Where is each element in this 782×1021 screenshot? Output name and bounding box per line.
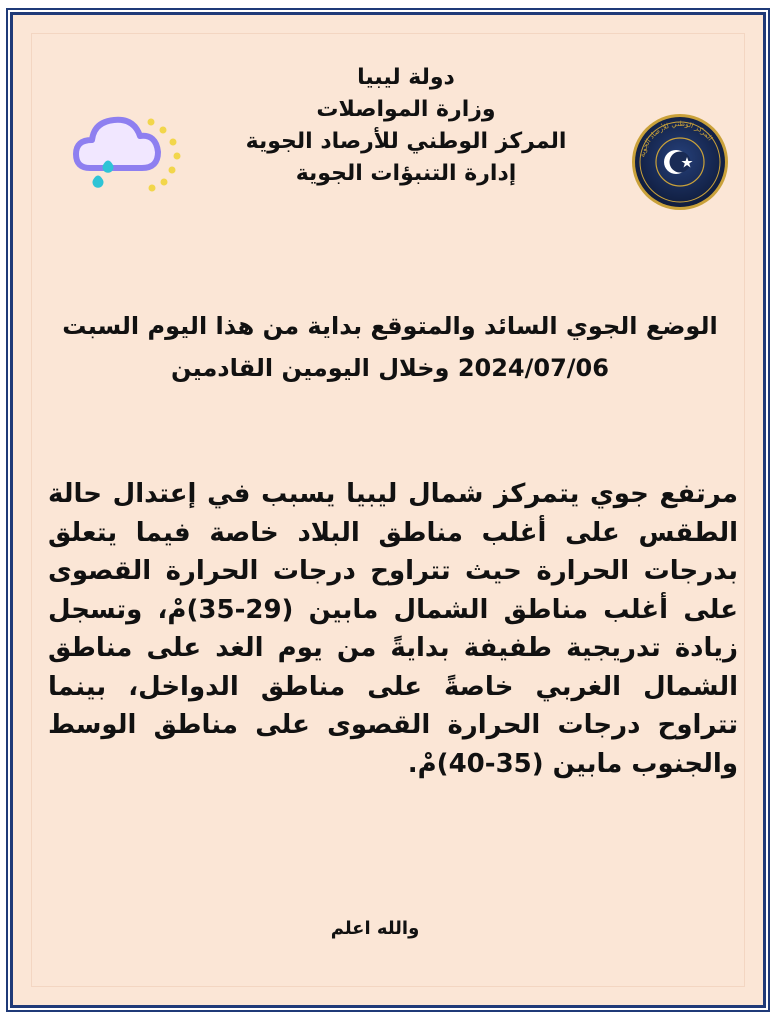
closing-phrase: والله اعلم — [330, 918, 420, 939]
seal-text: المركز الوطني للأرصاد الجوية — [638, 119, 715, 158]
weather-cloud-rain-sun-icon — [70, 110, 190, 200]
header-line-country: دولة ليبيا — [357, 65, 455, 90]
forecast-title — [60, 305, 720, 389]
forecast-body: مرتفع جوي يتمركز شمال ليبيا يسبب في إعتدال حالة الطقس على أغلب مناطق البلاد خاصة فيما يتعلق بدرجات الحرارة حيث تتراوح درجات الحرارة القصوى على أغلب مناطق الشمال مابين (29-35)مْ، وتسجل زيادة تدريجية طفيفة بدايةً من يوم الغد على مناطق الشمال الغربي خاصةً على مناطق الدواخل، بينما تتراوح درجات الحرارة القصوى على مناطق الوسط والجنوب مابين (35-40)مْ. — [48, 479, 738, 779]
header-line-department: إدارة التنبؤات الجوية — [295, 161, 517, 186]
header-line-ministry: وزارة المواصلات — [316, 97, 496, 122]
forecast-title-line2: 2024/07/06 وخلال اليومين القادمين — [171, 354, 609, 382]
meteorology-seal-icon — [630, 112, 730, 212]
header-line-center: المركز الوطني للأرصاد الجوية — [245, 129, 567, 154]
forecast-title-line1: الوضع الجوي السائد والمتوقع بداية من هذا اليوم السبت — [62, 312, 718, 340]
